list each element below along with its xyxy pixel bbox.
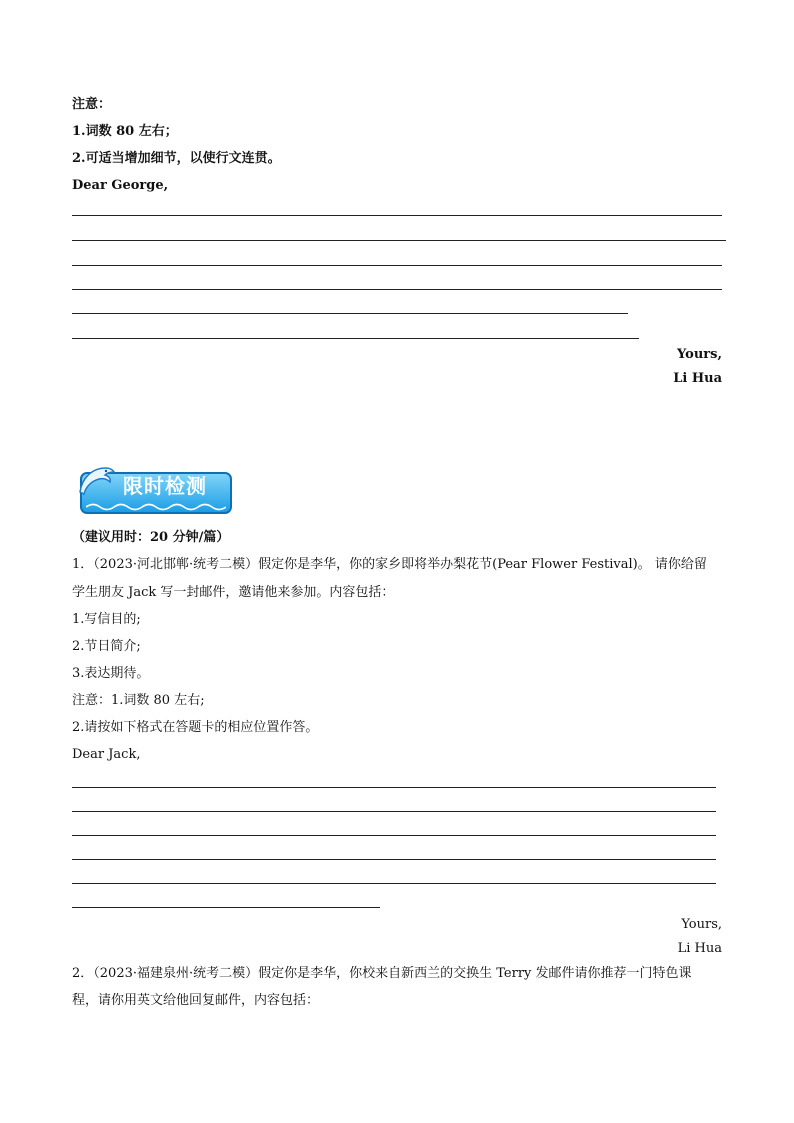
answer-line [72,289,722,290]
task1-point-2: 2.节日简介; [72,639,141,654]
task1-closing: Yours, [681,917,722,932]
suggested-time: （建议用时：20 分钟/篇） [72,530,230,545]
answer-line [72,338,639,339]
task1-point-1: 1.写信目的; [72,612,141,627]
signature: Li Hua [673,371,722,386]
answer-line [72,240,726,241]
badge-label: 限时检测 [123,474,207,498]
task1-note-1: 注意：1.词数 80 左右; [72,693,205,708]
answer-line [72,313,628,314]
task1-salutation: Dear Jack, [72,747,141,762]
answer-line [72,787,716,788]
answer-line [72,859,716,860]
answer-line [72,215,722,216]
note-item-1: 1.词数 80 左右； [72,124,178,139]
task2-prompt-line2: 程，请你用英文给他回复邮件，内容包括： [72,993,320,1008]
note-title: 注意： [72,97,112,112]
task1-prompt-line2: 学生朋友 Jack 写一封邮件，邀请他来参加。内容包括： [72,585,395,600]
task1-signature: Li Hua [677,941,722,956]
answer-line [72,265,722,266]
task1-point-3: 3.表达期待。 [72,666,150,681]
task2-prompt-line1: 2．（2023·福建泉州·统考二模）假定你是李华，你校来自新西兰的交换生 Terry 发邮件请你推荐一门特色课 [72,966,692,981]
salutation: Dear George, [72,178,169,193]
answer-line [72,835,716,836]
task1-prompt-line1: 1．（2023·河北邯郸·统考二模）假定你是李华，你的家乡即将举办梨花节(Pear Flower Festival)。 请你给留 [72,557,707,572]
wave-decoration [86,502,226,512]
task1-note-2: 2.请按如下格式在答题卡的相应位置作答。 [72,720,319,735]
closing: Yours, [677,347,722,362]
note-item-2: 2.可适当增加细节，以使行文连贯。 [72,151,281,166]
answer-line [72,811,716,812]
timed-test-badge [76,462,236,518]
answer-line [72,883,716,884]
answer-line [72,907,380,908]
